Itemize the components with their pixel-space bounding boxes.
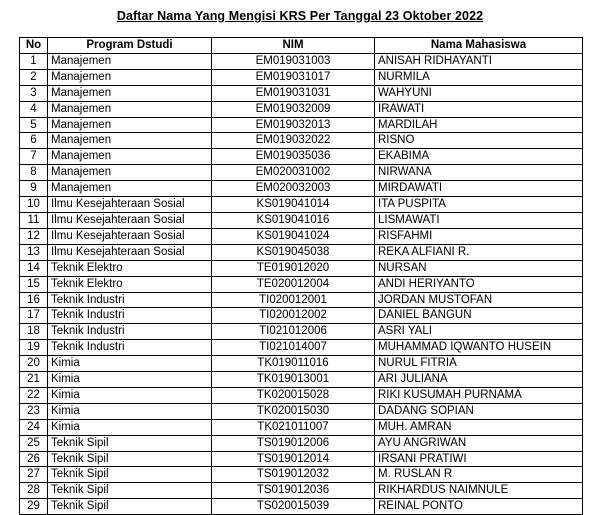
cell-nama: DADANG SOPIAN [375,403,583,419]
cell-nama: AYU ANGRIWAN [375,435,583,451]
cell-program: Teknik Industri [48,292,212,308]
cell-nim: TK019013001 [212,372,375,388]
cell-program: Teknik Sipil [48,499,212,515]
cell-nim: EM019031017 [212,69,375,85]
cell-nim: TS019012036 [212,483,375,499]
table-row [20,69,583,85]
cell-nim: TK019011016 [212,356,375,372]
cell-no: 1 [20,53,48,69]
table-row [20,372,583,388]
cell-no: 8 [20,165,48,181]
cell-nim: EM020032003 [212,181,375,197]
table-row [20,483,583,499]
table-row [20,244,583,260]
cell-no: 7 [20,149,48,165]
table-row [20,324,583,340]
table-header-row [20,38,583,54]
cell-nim: TI020012002 [212,308,375,324]
cell-nim: EM019032022 [212,133,375,149]
cell-no: 14 [20,260,48,276]
cell-program: Ilmu Kesejahteraan Sosial [48,228,212,244]
cell-nim: TE020012004 [212,276,375,292]
cell-program: Manajemen [48,53,212,69]
cell-nama: RIKI KUSUMAH PURNAMA [375,387,583,403]
cell-nama: ITA PUSPITA [375,197,583,213]
table-row [20,85,583,101]
cell-program: Ilmu Kesejahteraan Sosial [48,197,212,213]
cell-program: Teknik Sipil [48,435,212,451]
cell-nama: IRAWATI [375,101,583,117]
table-row [20,276,583,292]
cell-program: Manajemen [48,181,212,197]
table-row [20,387,583,403]
header-nama: Nama Mahasiswa [375,38,583,54]
table-row [20,340,583,356]
table-row [20,149,583,165]
cell-no: 23 [20,403,48,419]
table-row [20,181,583,197]
header-program: Program Dstudi [48,38,212,54]
cell-program: Teknik Industri [48,308,212,324]
krs-table [19,37,583,515]
cell-nim: TS019012006 [212,435,375,451]
cell-nim: TK020015028 [212,387,375,403]
cell-nama: DANIEL BANGUN [375,308,583,324]
cell-nim: TE019012020 [212,260,375,276]
cell-nim: TI021012006 [212,324,375,340]
cell-program: Ilmu Kesejahteraan Sosial [48,212,212,228]
cell-program: Manajemen [48,165,212,181]
cell-program: Kimia [48,356,212,372]
table-row [20,260,583,276]
header-nim: NIM [212,38,375,54]
cell-nama: JORDAN MUSTOFAN [375,292,583,308]
cell-no: 2 [20,69,48,85]
cell-no: 9 [20,181,48,197]
table-row [20,165,583,181]
cell-no: 29 [20,499,48,515]
table-row [20,308,583,324]
table-row [20,212,583,228]
cell-nama: MIRDAWATI [375,181,583,197]
cell-no: 27 [20,467,48,483]
header-no: No [20,38,48,54]
table-body [20,53,583,514]
cell-nama: REINAL PONTO [375,499,583,515]
cell-no: 16 [20,292,48,308]
cell-nama: NURSAN [375,260,583,276]
cell-nama: EKABIMA [375,149,583,165]
cell-nim: TK020015030 [212,403,375,419]
cell-nama: LISMAWATI [375,212,583,228]
cell-no: 17 [20,308,48,324]
cell-no: 12 [20,228,48,244]
cell-program: Teknik Sipil [48,451,212,467]
cell-program: Kimia [48,387,212,403]
cell-no: 6 [20,133,48,149]
cell-nim: TS019012014 [212,451,375,467]
cell-program: Teknik Industri [48,340,212,356]
cell-nim: EM019031031 [212,85,375,101]
cell-nama: RIKHARDUS NAIMNULE [375,483,583,499]
cell-no: 22 [20,387,48,403]
table-row [20,133,583,149]
cell-program: Kimia [48,372,212,388]
cell-no: 20 [20,356,48,372]
table-row [20,356,583,372]
cell-program: Manajemen [48,149,212,165]
cell-program: Manajemen [48,117,212,133]
cell-nim: TS020015039 [212,499,375,515]
cell-program: Teknik Sipil [48,467,212,483]
cell-nim: KS019041014 [212,197,375,213]
cell-program: Ilmu Kesejahteraan Sosial [48,244,212,260]
cell-nama: WAHYUNI [375,85,583,101]
cell-program: Manajemen [48,85,212,101]
cell-program: Manajemen [48,101,212,117]
cell-no: 25 [20,435,48,451]
cell-no: 3 [20,85,48,101]
cell-program: Teknik Industri [48,324,212,340]
cell-nama: MUH. AMRAN [375,419,583,435]
cell-nim: EM019032009 [212,101,375,117]
table-row [20,403,583,419]
cell-nim: EM019031003 [212,53,375,69]
cell-no: 5 [20,117,48,133]
cell-nim: TS019012032 [212,467,375,483]
cell-nim: TK021011007 [212,419,375,435]
table-row [20,419,583,435]
table-row [20,435,583,451]
table-row [20,499,583,515]
cell-no: 19 [20,340,48,356]
table-row [20,197,583,213]
cell-nama: M. RUSLAN R [375,467,583,483]
cell-nama: RISFAHMI [375,228,583,244]
cell-program: Manajemen [48,133,212,149]
cell-no: 24 [20,419,48,435]
cell-no: 15 [20,276,48,292]
cell-no: 21 [20,372,48,388]
cell-nama: REKA ALFIANI R. [375,244,583,260]
table-row [20,117,583,133]
cell-nama: MARDILAH [375,117,583,133]
cell-program: Teknik Elektro [48,260,212,276]
table-row [20,292,583,308]
table-row [20,101,583,117]
cell-no: 18 [20,324,48,340]
cell-nim: TI020012001 [212,292,375,308]
cell-nama: NURUL FITRIA [375,356,583,372]
cell-nama: RISNO [375,133,583,149]
table-row [20,451,583,467]
cell-no: 26 [20,451,48,467]
cell-nim: EM019035036 [212,149,375,165]
cell-no: 28 [20,483,48,499]
cell-no: 11 [20,212,48,228]
cell-no: 13 [20,244,48,260]
cell-nama: ARI JULIANA [375,372,583,388]
cell-program: Teknik Sipil [48,483,212,499]
cell-program: Kimia [48,419,212,435]
cell-nama: NURMILA [375,69,583,85]
cell-no: 4 [20,101,48,117]
table-row [20,467,583,483]
cell-nim: EM019032013 [212,117,375,133]
table-row [20,53,583,69]
table-row [20,228,583,244]
cell-nim: KS019041016 [212,212,375,228]
cell-nim: EM020031002 [212,165,375,181]
cell-nama: ASRI YALI [375,324,583,340]
cell-program: Teknik Elektro [48,276,212,292]
cell-nama: MUHAMMAD IQWANTO HUSEIN [375,340,583,356]
document-title: Daftar Nama Yang Mengisi KRS Per Tanggal 23 Oktober 2022 [116,9,484,23]
cell-program: Kimia [48,403,212,419]
cell-nama: ANDI HERIYANTO [375,276,583,292]
cell-nim: KS019045038 [212,244,375,260]
cell-nim: TI021014007 [212,340,375,356]
cell-nama: IRSANI PRATIWI [375,451,583,467]
cell-no: 10 [20,197,48,213]
cell-nama: NIRWANA [375,165,583,181]
cell-nama: ANISAH RIDHAYANTI [375,53,583,69]
cell-program: Manajemen [48,69,212,85]
cell-nim: KS019041024 [212,228,375,244]
